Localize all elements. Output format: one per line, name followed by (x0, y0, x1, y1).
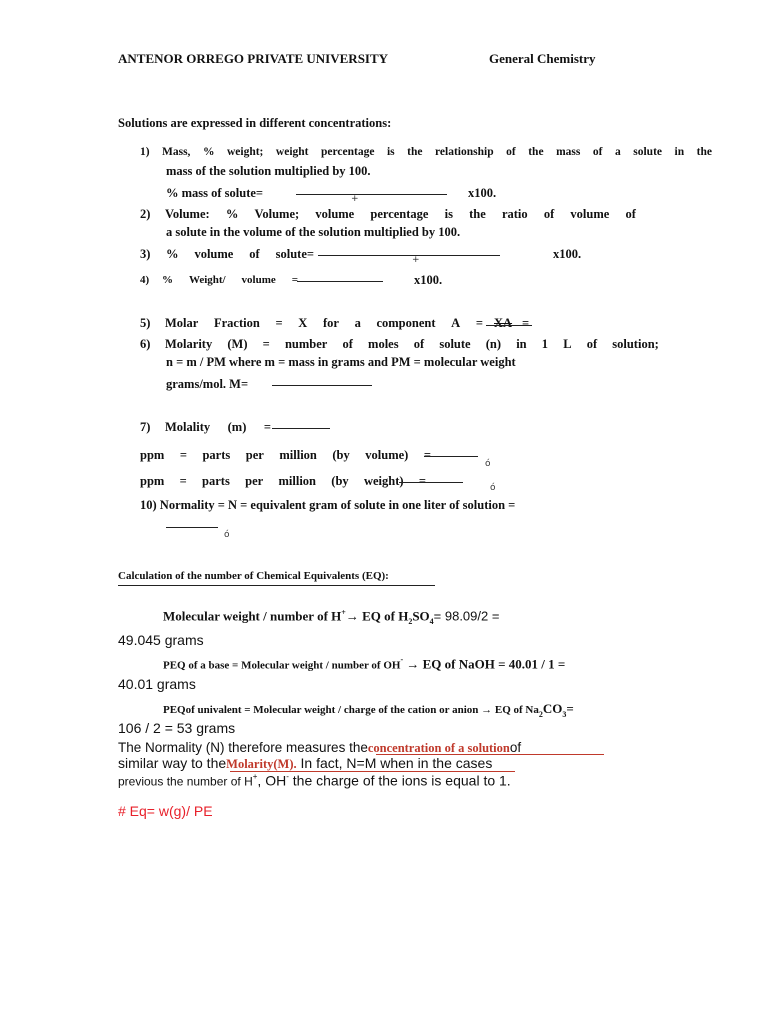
word: (n) (485, 337, 502, 351)
word: ppm (140, 448, 165, 462)
item-5-line-1 (165, 317, 483, 330)
word: ppm (140, 474, 165, 488)
item-10-acute-glyph: ό (224, 530, 230, 540)
ppm-volume-line (140, 449, 431, 462)
ppm-weight-acute-glyph: ό (490, 483, 496, 493)
word: volume (570, 207, 610, 221)
word: the (696, 146, 712, 158)
item-4-line-1 (162, 275, 298, 286)
item-2-line-1 (165, 208, 636, 221)
word: the (469, 207, 486, 221)
item-6-line-2: n = m / PM where m = mass in grams and PM = molecular weight (166, 355, 516, 369)
word: = (418, 474, 426, 488)
item-4-number: 4) (140, 274, 150, 286)
item-1-line-2: mass of the solution multiplied by 100. (166, 164, 371, 178)
word: for (322, 316, 339, 330)
word: ratio (501, 207, 528, 221)
word: Mass, (162, 146, 191, 158)
word: parts (202, 474, 230, 488)
item-1-plus-glyph: + (351, 194, 359, 204)
word: component (376, 316, 436, 330)
word: relationship (435, 146, 494, 158)
item-3-fraction-line (318, 255, 500, 256)
word: weight) (363, 474, 404, 488)
word: Molarity (165, 337, 213, 351)
ppm-volume-fraction-line (424, 456, 478, 457)
item-6-line-3: grams/mol. M= (166, 377, 249, 391)
word: solute (439, 337, 471, 351)
word: (M) (227, 337, 248, 351)
item-10-normality: 10) Normality = N = equivalent gram of solute in one liter of solution = (140, 498, 516, 512)
word: = (275, 316, 283, 330)
row-1-line-1: Molecular weight / number of H+→ EQ of $H_2SO_4= 98.09/2$ = (163, 608, 500, 626)
row-2-line-2: 40.01 grams (118, 676, 196, 692)
word: the (528, 146, 544, 158)
word: million (279, 448, 317, 462)
word: (by (331, 474, 349, 488)
word: volume (241, 274, 276, 286)
item-7-fraction-line (272, 428, 330, 429)
word: a (354, 316, 361, 330)
word: of (586, 337, 598, 351)
item-3-plus-glyph: + (412, 255, 420, 265)
word: per (245, 474, 264, 488)
normality-line-3: previous the number of H+, OH- the charge of the ions is equal to 1. (118, 772, 511, 789)
item-1-fraction-line (296, 194, 447, 195)
item-5-equals: = (522, 316, 530, 330)
item-4-multiplier: x100. (414, 273, 443, 287)
item-1-number: 1) (140, 146, 150, 158)
word: volume (194, 247, 234, 261)
word: = (263, 420, 271, 434)
row-3-line-1: PEQof univalent = Molecular weight / charge of the cation or anion → EQ of $Na_2CO_3=$ (163, 701, 574, 720)
item-2-number: 2) (140, 207, 151, 221)
word: solution; (612, 337, 659, 351)
word: = (262, 337, 270, 351)
row-1-line-2: 49.045 grams (118, 632, 204, 648)
word: 1 (541, 337, 549, 351)
item-6-fraction-line (272, 385, 372, 386)
word: of (413, 337, 425, 351)
item-7-number: 7) (140, 420, 151, 434)
row-2-line-1: PEQ of a base = Molecular weight / number of OH- → EQ of NaOH = 40.01 / 1 = (163, 655, 566, 672)
word: Molality (165, 420, 211, 434)
word: per (245, 448, 264, 462)
equivalents-formula: # Eq= w(g)/ PE (118, 803, 213, 819)
word: X (298, 316, 308, 330)
word: % (162, 274, 173, 286)
word: L (563, 337, 572, 351)
word: = (475, 316, 483, 330)
word: of (249, 247, 260, 261)
item-5-fraction-line (486, 325, 532, 326)
word: solute= (275, 247, 314, 261)
word: Weight/ (188, 274, 226, 286)
word: of (543, 207, 555, 221)
word: in (674, 146, 685, 158)
ppm-weight-fraction-line (399, 482, 463, 483)
word: (m) (227, 420, 247, 434)
item-1-line-1 (162, 147, 712, 159)
word: % (225, 207, 239, 221)
word: of (506, 146, 516, 158)
word: = (291, 274, 298, 286)
word: number (284, 337, 328, 351)
word: a (614, 146, 621, 158)
word: (by (332, 448, 350, 462)
word: mass (556, 146, 581, 158)
item-7-line-1 (165, 421, 271, 434)
item-1-formula-label: % mass of solute= (166, 186, 264, 200)
item-10-fraction-line (166, 527, 218, 528)
normality-line-2: similar way to theMolarity(M). In fact, N=M when in the cases (118, 755, 493, 771)
word: is (444, 207, 453, 221)
row-3-line-2: 106 / 2 = 53 grams (118, 720, 236, 736)
word: percentage (321, 146, 375, 158)
word: million (278, 474, 316, 488)
word: % (166, 247, 179, 261)
word: parts (202, 448, 231, 462)
item-3-number: 3) (140, 247, 151, 261)
word: = (423, 448, 431, 462)
section-2-title: Calculation of the number of Chemical Equivalents (EQ): (118, 570, 389, 582)
word: Volume: (165, 207, 210, 221)
ppm-weight-line (140, 475, 426, 488)
word: weight; (226, 146, 264, 158)
item-4-fraction-line (297, 281, 383, 282)
word: of (592, 146, 603, 158)
course-title: General Chemistry (489, 51, 596, 66)
item-3-line-1 (166, 248, 314, 261)
word: of (625, 207, 636, 221)
item-1-multiplier: x100. (468, 186, 497, 200)
word: volume (315, 207, 355, 221)
word: = (179, 474, 187, 488)
item-3-multiplier: x100. (553, 247, 582, 261)
word: = (179, 448, 187, 462)
word: weight (275, 146, 309, 158)
word: volume) (365, 448, 409, 462)
word: is (386, 146, 395, 158)
intro-text: Solutions are expressed in different concentrations: (118, 116, 392, 130)
word: A (451, 316, 461, 330)
item-5-xa: XA (494, 316, 513, 330)
word: solute (633, 146, 662, 158)
item-2-line-2: a solute in the volume of the solution multiplied by 100. (166, 225, 461, 239)
normality-line-1: The Normality (N) therefore measures theconcentration of a solutionof (118, 740, 522, 755)
word: in (516, 337, 527, 351)
item-6-line-1 (165, 338, 659, 351)
word: Molar (165, 316, 199, 330)
item-5-number: 5) (140, 316, 151, 330)
word: percentage (370, 207, 429, 221)
word: Fraction (213, 316, 260, 330)
word: of (342, 337, 353, 351)
word: Volume; (254, 207, 300, 221)
university-name: ANTENOR ORREGO PRIVATE UNIVERSITY (118, 51, 389, 66)
section-2-title-underline (118, 585, 435, 586)
word: the (407, 146, 423, 158)
ppm-volume-acute-glyph: ό (485, 459, 491, 469)
word: % (202, 146, 215, 158)
word: moles (368, 337, 399, 351)
item-6-number: 6) (140, 337, 151, 351)
